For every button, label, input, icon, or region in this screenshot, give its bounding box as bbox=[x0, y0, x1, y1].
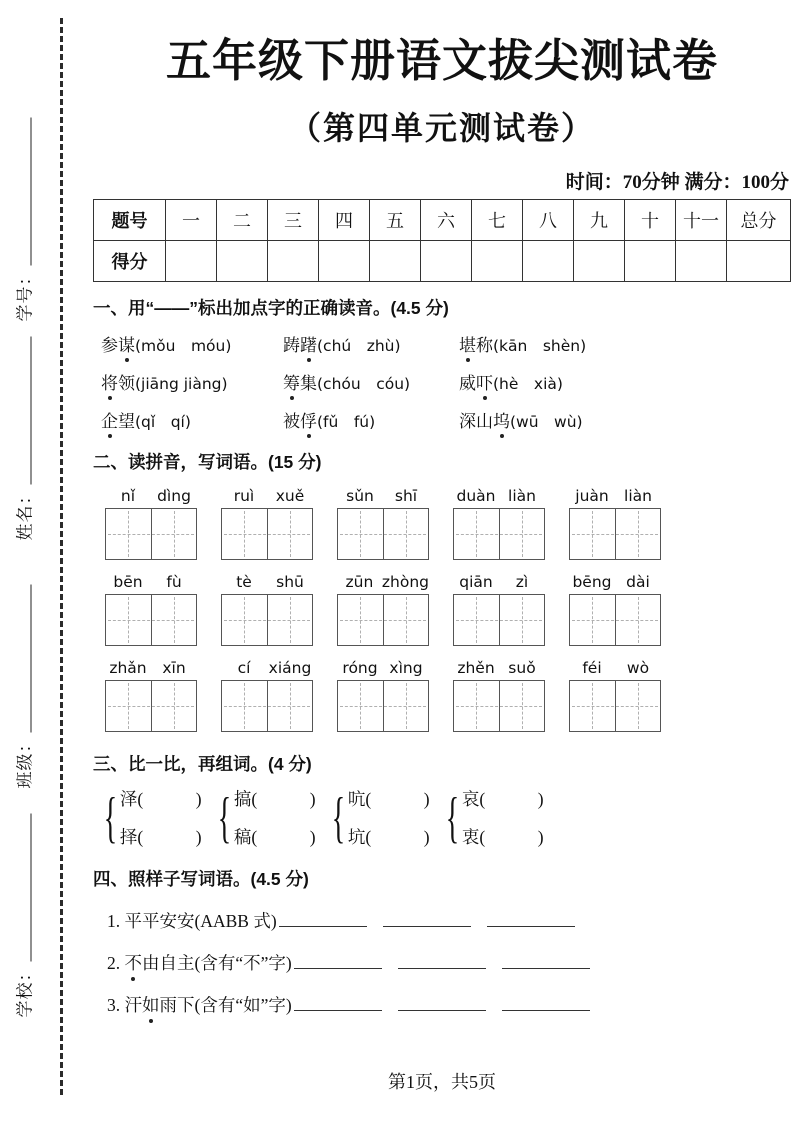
example-word-line bbox=[107, 908, 791, 933]
pinyin-syllables bbox=[569, 573, 661, 591]
pinyin-syllable: bēng bbox=[572, 573, 612, 591]
score-empty-cell bbox=[166, 241, 217, 282]
item-number: 1. bbox=[107, 911, 125, 931]
word-pair-row bbox=[234, 786, 316, 811]
dotted-word bbox=[283, 412, 317, 431]
pinyin-syllable: xìng bbox=[389, 659, 423, 677]
writing-grid-cell bbox=[615, 595, 661, 645]
margin-label-class bbox=[10, 554, 36, 789]
pinyin-word-group bbox=[453, 487, 545, 560]
character: 汗 bbox=[124, 995, 142, 1015]
section4-lines bbox=[93, 908, 791, 1017]
question-number-cell: 六 bbox=[421, 200, 472, 241]
pinyin-syllable: cí bbox=[237, 659, 251, 677]
pinyin-syllable: liàn bbox=[508, 487, 536, 505]
writing-grid-cell bbox=[454, 681, 499, 731]
pinyin-syllables bbox=[221, 487, 313, 505]
section1-items bbox=[101, 331, 791, 432]
pinyin-syllable: zhòng bbox=[381, 573, 429, 591]
writing-grid-box bbox=[453, 508, 545, 560]
margin-label-text: 班级： bbox=[15, 734, 34, 789]
question-number-cell: 十一 bbox=[676, 200, 727, 241]
question-number-label: 题号 bbox=[94, 200, 166, 241]
pronunciation-item bbox=[283, 407, 459, 432]
section3-pairs bbox=[103, 786, 791, 849]
section1-title: 一、用“——”标出加点字的正确读音。(4.5 分) bbox=[93, 298, 449, 318]
pinyin-options: (fǔ fú) bbox=[317, 413, 376, 431]
pinyin-word-group bbox=[337, 487, 429, 560]
section4-title: 四、照样子写词语。(4.5 分) bbox=[93, 869, 309, 889]
writing-grid-cell bbox=[383, 681, 429, 731]
score-label: 得分 bbox=[94, 241, 166, 282]
writing-grid-box bbox=[105, 508, 197, 560]
pinyin-word-group bbox=[569, 487, 661, 560]
main-content bbox=[93, 14, 791, 1017]
dotted-word bbox=[101, 412, 135, 431]
pinyin-options: (hè xià) bbox=[493, 375, 563, 393]
answer-parentheses: ( ) bbox=[365, 789, 430, 809]
example-word bbox=[125, 911, 195, 931]
pinyin-word-group bbox=[105, 659, 197, 732]
pattern-hint: (AABB 式) bbox=[194, 911, 277, 931]
pinyin-word-group bbox=[453, 659, 545, 732]
pronunciation-item bbox=[101, 331, 283, 356]
pinyin-grid-row bbox=[105, 659, 791, 732]
pinyin-word-group bbox=[221, 659, 313, 732]
pinyin-syllable: nǐ bbox=[120, 487, 136, 505]
writing-grid-box bbox=[105, 594, 197, 646]
pinyin-syllables bbox=[453, 659, 545, 677]
pinyin-syllable: zhěn bbox=[457, 659, 495, 677]
dotted-character: 坞 bbox=[493, 407, 510, 432]
pinyin-syllable: dài bbox=[626, 573, 650, 591]
margin-label-school bbox=[10, 783, 36, 1018]
brace-glyph: { bbox=[445, 786, 460, 849]
writing-grid-cell bbox=[499, 681, 545, 731]
writing-grid-cell bbox=[338, 509, 383, 559]
example-word-line bbox=[107, 992, 791, 1017]
dotted-character: 吓 bbox=[476, 369, 493, 394]
pinyin-syllable: zūn bbox=[345, 573, 374, 591]
pinyin-syllables bbox=[453, 573, 545, 591]
writing-grid-cell bbox=[106, 681, 151, 731]
dotted-character: 如 bbox=[142, 992, 160, 1017]
pinyin-syllables bbox=[105, 573, 197, 591]
score-empty-cell bbox=[625, 241, 676, 282]
writing-grid-cell bbox=[570, 509, 615, 559]
writing-grid-box bbox=[569, 594, 661, 646]
pattern-hint: (含有“如”字) bbox=[194, 995, 292, 1015]
writing-grid-box bbox=[221, 594, 313, 646]
pinyin-syllables bbox=[453, 487, 545, 505]
pinyin-syllable: liàn bbox=[624, 487, 652, 505]
brace-glyph: { bbox=[331, 786, 346, 849]
word-pair-row bbox=[462, 786, 544, 811]
margin-label-student-id bbox=[10, 87, 36, 322]
character: 下 bbox=[177, 995, 195, 1015]
writing-grid-cell bbox=[570, 595, 615, 645]
pinyin-syllable: shū bbox=[276, 573, 304, 591]
pinyin-options: (jiāng jiàng) bbox=[135, 375, 228, 393]
pronunciation-item bbox=[459, 407, 791, 432]
question-number-cell: 七 bbox=[472, 200, 523, 241]
page-number: 第1页，共5页 bbox=[388, 1072, 496, 1092]
dotted-character: 筹 bbox=[283, 369, 300, 394]
pinyin-syllable: féi bbox=[582, 659, 602, 677]
margin-label-text: 学号： bbox=[15, 267, 34, 322]
dotted-character: 俘 bbox=[300, 407, 317, 432]
answer-parentheses: ( ) bbox=[365, 827, 430, 847]
class-blank-line bbox=[13, 585, 32, 733]
pinyin-word-group bbox=[569, 659, 661, 732]
pronunciation-item bbox=[459, 369, 791, 394]
pinyin-syllable: duàn bbox=[456, 487, 496, 505]
character: 主 bbox=[177, 953, 195, 973]
section3-title: 三、比一比，再组词。(4 分) bbox=[93, 754, 312, 774]
writing-grid-cell bbox=[383, 509, 429, 559]
answer-parentheses: ( ) bbox=[137, 827, 202, 847]
dotted-word bbox=[101, 374, 135, 393]
pinyin-syllable: bēn bbox=[113, 573, 143, 591]
pinyin-grid-row bbox=[105, 573, 791, 646]
pinyin-syllable: qiān bbox=[459, 573, 493, 591]
dotted-character: 将 bbox=[101, 369, 118, 394]
character: 平 bbox=[124, 911, 142, 931]
score-empty-cell bbox=[268, 241, 319, 282]
pinyin-word-group bbox=[569, 573, 661, 646]
dotted-character: 堪 bbox=[459, 331, 476, 356]
word-pair-column bbox=[234, 786, 316, 849]
writing-grid-box bbox=[221, 680, 313, 732]
pinyin-syllable: zì bbox=[515, 573, 529, 591]
dotted-word bbox=[283, 374, 317, 393]
character: 雨 bbox=[159, 995, 177, 1015]
pinyin-options: (wū wù) bbox=[510, 413, 583, 431]
pinyin-syllables bbox=[221, 573, 313, 591]
answer-parentheses: ( ) bbox=[137, 789, 202, 809]
pronunciation-item bbox=[459, 331, 791, 356]
score-empty-cell bbox=[523, 241, 574, 282]
example-word-line bbox=[107, 950, 791, 975]
score-empty-cell bbox=[676, 241, 727, 282]
pair-character: 搞 bbox=[233, 789, 252, 809]
score-empty-cell bbox=[217, 241, 268, 282]
word-pair-column bbox=[120, 786, 202, 849]
answer-blank bbox=[294, 954, 382, 969]
character: 由 bbox=[142, 953, 160, 973]
pinyin-syllables bbox=[105, 659, 197, 677]
character: 领 bbox=[118, 374, 135, 393]
brace-glyph: { bbox=[217, 786, 232, 849]
word-pair-column bbox=[348, 786, 430, 849]
word-pair bbox=[445, 786, 559, 849]
pinyin-syllable: xiáng bbox=[268, 659, 312, 677]
dotted-character: 不 bbox=[125, 950, 143, 975]
writing-grid-box bbox=[337, 508, 429, 560]
answer-blank bbox=[487, 912, 575, 927]
pinyin-syllable: xīn bbox=[162, 659, 186, 677]
pair-character: 吭 bbox=[347, 789, 366, 809]
pattern-hint: (含有“不”字) bbox=[194, 953, 292, 973]
pinyin-syllable: fù bbox=[166, 573, 182, 591]
pinyin-syllable: róng bbox=[342, 659, 378, 677]
pinyin-grid-row bbox=[105, 487, 791, 560]
word-pair-row bbox=[120, 824, 202, 849]
pinyin-syllables bbox=[569, 487, 661, 505]
pinyin-syllable: shī bbox=[394, 487, 418, 505]
character: 深 bbox=[459, 412, 476, 431]
paper-title: 五年级下册语文拔尖测试卷 bbox=[165, 36, 718, 86]
pinyin-options: (mǒu móu) bbox=[135, 337, 232, 355]
pair-character: 坑 bbox=[347, 827, 366, 847]
writing-grid-cell bbox=[222, 509, 267, 559]
pair-character: 哀 bbox=[461, 789, 480, 809]
pinyin-syllables bbox=[337, 487, 429, 505]
answer-blank bbox=[383, 912, 471, 927]
pinyin-syllable: wò bbox=[626, 659, 650, 677]
writing-grid-cell bbox=[570, 681, 615, 731]
pinyin-syllable: juàn bbox=[575, 487, 609, 505]
score-table bbox=[93, 199, 791, 282]
pinyin-syllable: ruì bbox=[233, 487, 255, 505]
writing-grid-box bbox=[337, 594, 429, 646]
writing-grid-cell bbox=[615, 681, 661, 731]
writing-grid-box bbox=[337, 680, 429, 732]
character: 山 bbox=[476, 412, 493, 431]
dotted-character: 谋 bbox=[118, 331, 135, 356]
section2-title: 二、读拼音，写词语。(15 分) bbox=[93, 452, 322, 472]
writing-grid-cell bbox=[383, 595, 429, 645]
pair-character: 衷 bbox=[461, 827, 480, 847]
score-empty-cell bbox=[370, 241, 421, 282]
character: 踌 bbox=[283, 336, 300, 355]
dotted-word bbox=[459, 412, 510, 431]
pinyin-syllable: xuě bbox=[275, 487, 305, 505]
pinyin-syllable: sǔn bbox=[346, 487, 374, 505]
pinyin-syllable: zhǎn bbox=[109, 659, 147, 677]
writing-grid-box bbox=[569, 508, 661, 560]
dotted-word bbox=[101, 336, 135, 355]
question-number-cell: 五 bbox=[370, 200, 421, 241]
pinyin-syllables bbox=[337, 573, 429, 591]
pinyin-syllables bbox=[221, 659, 313, 677]
dotted-character: 躇 bbox=[300, 331, 317, 356]
answer-parentheses: ( ) bbox=[251, 789, 316, 809]
answer-blank bbox=[502, 954, 590, 969]
writing-grid-cell bbox=[454, 595, 499, 645]
pair-character: 稿 bbox=[233, 827, 252, 847]
writing-grid-cell bbox=[499, 595, 545, 645]
seal-dashed-line bbox=[60, 18, 63, 1095]
question-number-cell: 二 bbox=[217, 200, 268, 241]
pinyin-options: (kān shèn) bbox=[493, 337, 587, 355]
answer-blank bbox=[279, 912, 367, 927]
word-pair bbox=[331, 786, 445, 849]
question-number-cell: 九 bbox=[574, 200, 625, 241]
answer-parentheses: ( ) bbox=[479, 827, 544, 847]
pronunciation-item bbox=[101, 369, 283, 394]
writing-grid-cell bbox=[615, 509, 661, 559]
pinyin-options: (qǐ qí) bbox=[135, 413, 191, 431]
pinyin-word-group bbox=[221, 573, 313, 646]
item-number: 2. bbox=[107, 953, 125, 973]
pinyin-word-group bbox=[337, 573, 429, 646]
pinyin-syllables bbox=[105, 487, 197, 505]
writing-grid-cell bbox=[267, 595, 313, 645]
pronunciation-item bbox=[101, 407, 283, 432]
section2-rows bbox=[93, 487, 791, 732]
writing-grid-cell bbox=[454, 509, 499, 559]
character: 望 bbox=[118, 412, 135, 431]
score-table-body bbox=[94, 200, 791, 282]
question-number-cell: 八 bbox=[523, 200, 574, 241]
writing-grid-cell bbox=[499, 509, 545, 559]
name-blank-line bbox=[13, 337, 32, 485]
character: 集 bbox=[300, 374, 317, 393]
score-empty-cell bbox=[319, 241, 370, 282]
pinyin-word-group bbox=[221, 487, 313, 560]
score-empty-cell bbox=[574, 241, 625, 282]
word-pair-row bbox=[234, 824, 316, 849]
pinyin-syllable: dìng bbox=[157, 487, 191, 505]
pinyin-options: (chú zhù) bbox=[317, 337, 401, 355]
score-empty-cell bbox=[727, 241, 791, 282]
question-number-cell: 四 bbox=[319, 200, 370, 241]
answer-parentheses: ( ) bbox=[479, 789, 544, 809]
writing-grid-box bbox=[453, 594, 545, 646]
score-empty-cell bbox=[421, 241, 472, 282]
score-table-score-row bbox=[94, 241, 791, 282]
pinyin-word-group bbox=[105, 573, 197, 646]
character: 参 bbox=[101, 336, 118, 355]
time-score-info: 时间：70分钟 满分：100分 bbox=[565, 172, 789, 193]
writing-grid-cell bbox=[151, 681, 197, 731]
score-table-header-row bbox=[94, 200, 791, 241]
pronunciation-item bbox=[283, 331, 459, 356]
word-pair bbox=[103, 786, 217, 849]
writing-grid-cell bbox=[106, 595, 151, 645]
character: 平 bbox=[142, 911, 160, 931]
word-pair-row bbox=[120, 786, 202, 811]
writing-grid-cell bbox=[267, 681, 313, 731]
writing-grid-box bbox=[569, 680, 661, 732]
writing-grid-cell bbox=[338, 595, 383, 645]
pronunciation-item bbox=[283, 369, 459, 394]
example-word bbox=[125, 953, 195, 973]
school-blank-line bbox=[13, 814, 32, 962]
character: 被 bbox=[283, 412, 300, 431]
writing-grid-cell bbox=[338, 681, 383, 731]
word-pair bbox=[217, 786, 331, 849]
answer-blank bbox=[502, 996, 590, 1011]
character: 安 bbox=[177, 911, 195, 931]
pair-character: 泽 bbox=[119, 789, 138, 809]
writing-grid-cell bbox=[151, 509, 197, 559]
margin-label-text: 姓名： bbox=[15, 486, 34, 541]
margin-label-text: 学校： bbox=[15, 963, 34, 1018]
character: 安 bbox=[159, 911, 177, 931]
pinyin-syllable: tè bbox=[236, 573, 252, 591]
word-pair-row bbox=[348, 786, 430, 811]
score-empty-cell bbox=[472, 241, 523, 282]
pinyin-word-group bbox=[337, 659, 429, 732]
dotted-character: 企 bbox=[101, 407, 118, 432]
character: 威 bbox=[459, 374, 476, 393]
answer-blank bbox=[398, 954, 486, 969]
writing-grid-box bbox=[453, 680, 545, 732]
writing-grid-box bbox=[221, 508, 313, 560]
question-number-cell: 三 bbox=[268, 200, 319, 241]
writing-grid-cell bbox=[222, 681, 267, 731]
word-pair-row bbox=[348, 824, 430, 849]
question-number-cell: 十 bbox=[625, 200, 676, 241]
writing-grid-cell bbox=[151, 595, 197, 645]
answer-blank bbox=[398, 996, 486, 1011]
dotted-word bbox=[459, 336, 493, 355]
dotted-word bbox=[459, 374, 493, 393]
student-id-blank-line bbox=[13, 118, 32, 266]
brace-glyph: { bbox=[103, 786, 118, 849]
character: 自 bbox=[159, 953, 177, 973]
word-pair-row bbox=[462, 824, 544, 849]
answer-blank bbox=[294, 996, 382, 1011]
writing-grid-cell bbox=[222, 595, 267, 645]
pinyin-syllables bbox=[569, 659, 661, 677]
paper-subtitle: （第四单元测试卷） bbox=[288, 110, 595, 146]
margin-label-name bbox=[10, 306, 36, 541]
example-word bbox=[125, 995, 195, 1015]
writing-grid-cell bbox=[267, 509, 313, 559]
pinyin-word-group bbox=[453, 573, 545, 646]
question-number-cell: 一 bbox=[166, 200, 217, 241]
writing-grid-cell bbox=[106, 509, 151, 559]
dotted-word bbox=[283, 336, 317, 355]
item-number: 3. bbox=[107, 995, 125, 1015]
pinyin-syllables bbox=[337, 659, 429, 677]
pinyin-syllable: suǒ bbox=[508, 659, 536, 677]
pinyin-word-group bbox=[105, 487, 197, 560]
word-pair-column bbox=[462, 786, 544, 849]
writing-grid-box bbox=[105, 680, 197, 732]
character: 称 bbox=[476, 336, 493, 355]
answer-parentheses: ( ) bbox=[251, 827, 316, 847]
pair-character: 择 bbox=[119, 827, 138, 847]
pinyin-options: (chóu cóu) bbox=[317, 375, 411, 393]
question-number-cell: 总分 bbox=[727, 200, 791, 241]
